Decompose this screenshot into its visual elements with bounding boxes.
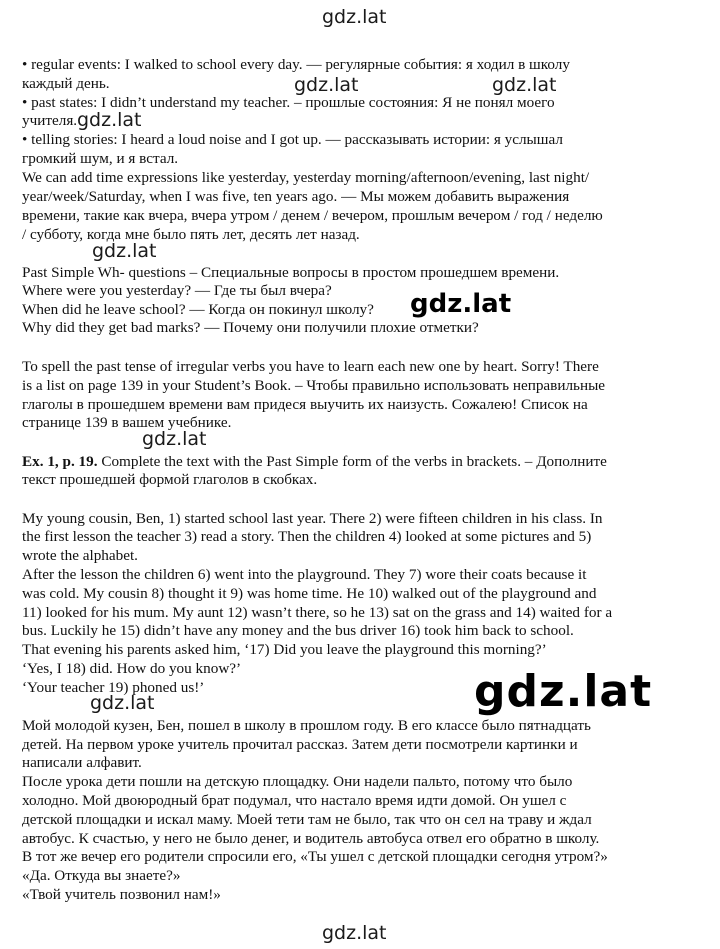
text-line: We can add time expressions like yesterday, yesterday morning/afternoon/evening, last night/ bbox=[22, 169, 590, 186]
text-line: year/week/Saturday, when I was five, ten years ago. — Мы можем добавить выражения bbox=[22, 188, 570, 205]
text-line: ‘Yes, I 18) did. How do you know?’ bbox=[22, 660, 242, 677]
text-line: 11) looked for his mum. My aunt 12) wasn’t there, so he 13) sat on the grass and 14) waited for a bbox=[22, 604, 613, 621]
text-line: времени, такие как вчера, вчера утром / денем / вечером, прошлым вечером / год / неделю bbox=[22, 207, 603, 224]
text-line: громкий шум, и я встал. bbox=[22, 150, 179, 167]
watermark-top: gdz.lat bbox=[322, 6, 387, 28]
watermark: gdz.lat bbox=[492, 74, 557, 96]
text-line: детской площадки и искал маму. Моей тети там не было, так что он сел на траву и ждал bbox=[22, 811, 592, 828]
text-line: When did he leave school? — Когда он покинул школу? bbox=[22, 301, 374, 318]
text-line: «Да. Откуда вы знаете?» bbox=[22, 867, 181, 884]
text-line: «Твой учитель позвонил нам!» bbox=[22, 886, 221, 903]
text-line: That evening his parents asked him, ‘17) Did you leave the playground this morning?’ bbox=[22, 641, 547, 658]
exercise-label: Ex. 1, p. 19. bbox=[22, 453, 98, 470]
watermark: gdz.lat bbox=[77, 109, 142, 131]
watermark: gdz.lat bbox=[142, 428, 207, 450]
text-line: холодно. Мой двоюродный брат подумал, что настало время идти домой. Он ушел с bbox=[22, 792, 567, 809]
text-line: To spell the past tense of irregular verbs you have to learn each new one by heart. Sorry! There bbox=[22, 358, 599, 375]
text-line: ‘Your teacher 19) phoned us!’ bbox=[22, 679, 205, 696]
text-line: текст прошедшей формой глаголов в скобках. bbox=[22, 471, 318, 488]
text-line: • telling stories: I heard a loud noise and I got up. — рассказывать истории: я услышал bbox=[22, 131, 563, 148]
watermark: gdz.lat bbox=[92, 240, 157, 262]
text-line: Мой молодой кузен, Бен, пошел в школу в прошлом году. В его классе было пятнадцать bbox=[22, 717, 591, 734]
text-line: was cold. My cousin 8) thought it 9) was home time. He 10) walked out of the playground and bbox=[22, 585, 597, 602]
text-line: wrote the alphabet. bbox=[22, 547, 138, 564]
text-line: After the lesson the children 6) went into the playground. They 7) wore their coats because it bbox=[22, 566, 587, 583]
text-line: написали алфавит. bbox=[22, 754, 142, 771]
text-line: My young cousin, Ben, 1) started school last year. There 2) were fifteen children in his class. In bbox=[22, 510, 603, 527]
watermark-large: gdz.lat bbox=[474, 666, 653, 717]
text-line: детей. На первом уроке учитель прочитал рассказ. Затем дети посмотрели картинки и bbox=[22, 736, 578, 753]
watermark: gdz.lat bbox=[410, 289, 512, 319]
text-line: автобус. К счастью, у него не было денег, и водитель автобуса отвел его обратно в школу. bbox=[22, 830, 600, 847]
text-line: • past states: I didn’t understand my teacher. – прошлые состояния: Я не понял моего bbox=[22, 94, 555, 111]
exercise-instruction: Complete the text with the Past Simple form of the verbs in brackets. – Дополните bbox=[101, 453, 607, 470]
watermark: gdz.lat bbox=[90, 692, 155, 714]
text-line: учителя. bbox=[22, 112, 78, 129]
text-line: В тот же вечер его родители спросили его, «Ты ушел с детской площадки сегодня утром?» bbox=[22, 848, 608, 865]
exercise-heading-line bbox=[22, 452, 710, 471]
watermark: gdz.lat bbox=[294, 74, 359, 96]
text-line: is a list on page 139 in your Student’s Book. – Чтобы правильно использовать неправильные bbox=[22, 377, 606, 394]
text-line: Past Simple Wh- questions – Специальные вопросы в простом прошедшем времени. bbox=[22, 264, 560, 281]
text-line: глаголы в прошедшем времени вам придеся выучить их наизусть. Сожалею! Список на bbox=[22, 396, 588, 413]
text-line: Why did they get bad marks? — Почему они получили плохие отметки? bbox=[22, 319, 479, 336]
text-line: • regular events: I walked to school every day. — регулярные события: я ходил в школу bbox=[22, 56, 570, 73]
watermark-bottom: gdz.lat bbox=[322, 922, 387, 944]
text-line: После урока дети пошли на детскую площадку. Они надели пальто, потому что было bbox=[22, 773, 573, 790]
text-line: the first lesson the teacher 3) read a story. Then the children 4) looked at some pictures and 5) bbox=[22, 528, 592, 545]
text-line: странице 139 в вашем учебнике. bbox=[22, 414, 232, 431]
text-line: bus. Luckily he 15) didn’t have any money and the bus driver 16) took him back to school. bbox=[22, 622, 574, 639]
text-line: / субботу, когда мне было пять лет, десять лет назад. bbox=[22, 226, 360, 243]
text-line: Where were you yesterday? — Где ты был вчера? bbox=[22, 282, 332, 299]
text-line: каждый день. bbox=[22, 75, 110, 92]
